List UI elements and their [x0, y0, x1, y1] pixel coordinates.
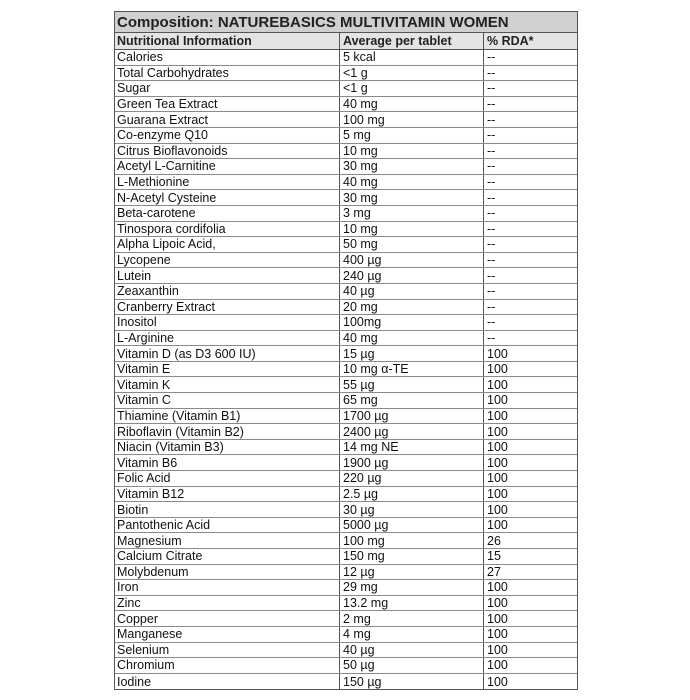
rda-percent-cell: --	[487, 97, 496, 112]
rda-percent-cell: --	[487, 206, 496, 221]
rda-percent-cell: 100	[487, 393, 508, 408]
nutrient-name-cell: Copper	[115, 611, 340, 626]
table-row	[115, 611, 577, 627]
rda-percent-cell: 100	[487, 658, 508, 673]
average-per-tablet-cell: 65 mg	[340, 393, 484, 408]
average-per-tablet-cell: 5000 µg	[340, 518, 484, 533]
nutrient-name-cell: Pantothenic Acid	[115, 518, 340, 533]
rda-percent-cell: 100	[487, 471, 508, 486]
nutrient-name-cell: Tinospora cordifolia	[115, 222, 340, 237]
nutrient-name-cell: Total Carbohydrates	[115, 66, 340, 81]
table-row	[115, 440, 577, 456]
table-row	[115, 643, 577, 659]
average-per-tablet-cell: 20 mg	[340, 300, 484, 315]
rda-percent-cell: --	[487, 237, 496, 252]
table-row	[115, 580, 577, 596]
rda-percent-cell: --	[487, 315, 496, 330]
rda-percent-cell: --	[487, 284, 496, 299]
average-per-tablet-cell: 30 mg	[340, 190, 484, 205]
table-row	[115, 346, 577, 362]
table-row	[115, 222, 577, 238]
table-row	[115, 424, 577, 440]
nutrient-name-cell: Alpha Lipoic Acid,	[115, 237, 340, 252]
table-row	[115, 206, 577, 222]
nutrient-name-cell: Green Tea Extract	[115, 97, 340, 112]
average-per-tablet-cell: 29 mg	[340, 580, 484, 595]
table-row	[115, 533, 577, 549]
average-per-tablet-cell: 15 µg	[340, 346, 484, 361]
column-header-nutritional-information: Nutritional Information	[115, 33, 340, 49]
average-per-tablet-cell: 2400 µg	[340, 424, 484, 439]
composition-table	[114, 11, 578, 690]
rda-percent-cell: --	[487, 221, 496, 236]
rda-percent-cell: --	[487, 268, 496, 283]
table-row	[115, 175, 577, 191]
nutrient-name-cell: Vitamin B12	[115, 487, 340, 502]
rda-percent-cell: --	[487, 112, 496, 127]
rda-percent-cell: 26	[487, 533, 501, 548]
nutrient-name-cell: Cranberry Extract	[115, 300, 340, 315]
rda-percent-cell: --	[487, 50, 496, 65]
rda-percent-cell: 100	[487, 674, 508, 689]
nutrient-name-cell: Vitamin E	[115, 362, 340, 377]
rda-percent-cell: 100	[487, 362, 508, 377]
table-row	[115, 549, 577, 565]
rda-percent-cell: --	[487, 128, 496, 143]
average-per-tablet-cell: <1 g	[340, 66, 484, 81]
average-per-tablet-cell: 10 mg	[340, 144, 484, 159]
average-per-tablet-cell: 220 µg	[340, 471, 484, 486]
rda-percent-cell: 100	[487, 377, 508, 392]
table-row	[115, 300, 577, 316]
nutrient-name-cell: Thiamine (Vitamin B1)	[115, 409, 340, 424]
table-row	[115, 565, 577, 581]
nutrient-name-cell: Molybdenum	[115, 565, 340, 580]
table-row	[115, 596, 577, 612]
nutrient-name-cell: Co-enzyme Q10	[115, 128, 340, 143]
column-header-average-per-tablet: Average per tablet	[340, 33, 484, 49]
rda-percent-cell: 100	[487, 424, 508, 439]
average-per-tablet-cell: 50 µg	[340, 658, 484, 673]
table-row	[115, 674, 577, 690]
average-per-tablet-cell: 40 mg	[340, 175, 484, 190]
table-row	[115, 112, 577, 128]
nutrient-name-cell: Inositol	[115, 315, 340, 330]
average-per-tablet-cell: 100 mg	[340, 533, 484, 548]
average-per-tablet-cell: 30 µg	[340, 502, 484, 517]
nutrient-name-cell: Iron	[115, 580, 340, 595]
table-body	[115, 50, 577, 689]
average-per-tablet-cell: 14 mg NE	[340, 440, 484, 455]
table-row	[115, 471, 577, 487]
nutrient-name-cell: Calories	[115, 50, 340, 65]
nutrient-name-cell: Acetyl L-Carnitine	[115, 159, 340, 174]
rda-percent-cell: 100	[487, 440, 508, 455]
average-per-tablet-cell: 150 mg	[340, 549, 484, 564]
nutrient-name-cell: Vitamin B6	[115, 455, 340, 470]
nutrient-name-cell: N-Acetyl Cysteine	[115, 190, 340, 205]
average-per-tablet-cell: 13.2 mg	[340, 596, 484, 611]
nutrient-name-cell: Folic Acid	[115, 471, 340, 486]
table-row	[115, 518, 577, 534]
nutrient-name-cell: L-Arginine	[115, 331, 340, 346]
nutrient-name-cell: Zinc	[115, 596, 340, 611]
rda-percent-cell: 100	[487, 642, 508, 657]
table-row	[115, 658, 577, 674]
rda-percent-cell: --	[487, 81, 496, 96]
table-row	[115, 455, 577, 471]
rda-percent-cell: --	[487, 143, 496, 158]
table-row	[115, 128, 577, 144]
table-row	[115, 253, 577, 269]
table-row	[115, 502, 577, 518]
nutrient-name-cell: L-Methionine	[115, 175, 340, 190]
nutrient-name-cell: Lycopene	[115, 253, 340, 268]
average-per-tablet-cell: 55 µg	[340, 377, 484, 392]
nutrient-name-cell: Chromium	[115, 658, 340, 673]
table-row	[115, 315, 577, 331]
rda-percent-cell: 100	[487, 596, 508, 611]
rda-percent-cell: --	[487, 299, 496, 314]
nutrient-name-cell: Iodine	[115, 674, 340, 690]
rda-percent-cell: 100	[487, 611, 508, 626]
table-row	[115, 50, 577, 66]
average-per-tablet-cell: 1900 µg	[340, 455, 484, 470]
table-row	[115, 362, 577, 378]
rda-percent-cell: --	[487, 159, 496, 174]
average-per-tablet-cell: 2 mg	[340, 611, 484, 626]
table-row	[115, 377, 577, 393]
rda-percent-cell: 100	[487, 486, 508, 501]
column-header-rda: % RDA*	[487, 34, 534, 48]
table-row	[115, 487, 577, 503]
nutrient-name-cell: Guarana Extract	[115, 112, 340, 127]
average-per-tablet-cell: 50 mg	[340, 237, 484, 252]
rda-percent-cell: 27	[487, 564, 501, 579]
table-row	[115, 159, 577, 175]
average-per-tablet-cell: 240 µg	[340, 268, 484, 283]
rda-percent-cell: 100	[487, 346, 508, 361]
rda-percent-cell: --	[487, 190, 496, 205]
rda-percent-cell: --	[487, 253, 496, 268]
rda-percent-cell: --	[487, 65, 496, 80]
average-per-tablet-cell: 100mg	[340, 315, 484, 330]
rda-percent-cell: 100	[487, 580, 508, 595]
average-per-tablet-cell: 40 mg	[340, 97, 484, 112]
nutrient-name-cell: Vitamin C	[115, 393, 340, 408]
average-per-tablet-cell: 40 µg	[340, 284, 484, 299]
rda-percent-cell: --	[487, 330, 496, 345]
nutrient-name-cell: Manganese	[115, 627, 340, 642]
table-row	[115, 66, 577, 82]
average-per-tablet-cell: 5 kcal	[340, 50, 484, 65]
average-per-tablet-cell: 1700 µg	[340, 409, 484, 424]
table-row	[115, 144, 577, 160]
average-per-tablet-cell: <1 g	[340, 81, 484, 96]
nutrient-name-cell: Biotin	[115, 502, 340, 517]
average-per-tablet-cell: 2.5 µg	[340, 487, 484, 502]
rda-percent-cell: 15	[487, 549, 501, 564]
nutrient-name-cell: Beta-carotene	[115, 206, 340, 221]
average-per-tablet-cell: 12 µg	[340, 565, 484, 580]
table-row	[115, 237, 577, 253]
average-per-tablet-cell: 150 µg	[340, 674, 484, 690]
nutrient-name-cell: Zeaxanthin	[115, 284, 340, 299]
table-row	[115, 284, 577, 300]
rda-percent-cell: 100	[487, 518, 508, 533]
average-per-tablet-cell: 40 µg	[340, 643, 484, 658]
nutrient-name-cell: Calcium Citrate	[115, 549, 340, 564]
table-row	[115, 409, 577, 425]
table-row	[115, 627, 577, 643]
average-per-tablet-cell: 400 µg	[340, 253, 484, 268]
average-per-tablet-cell: 30 mg	[340, 159, 484, 174]
table-title: Composition: NATUREBASICS MULTIVITAMIN WOMEN	[115, 12, 577, 33]
rda-percent-cell: --	[487, 175, 496, 190]
average-per-tablet-cell: 10 mg	[340, 222, 484, 237]
rda-percent-cell: 100	[487, 627, 508, 642]
average-per-tablet-cell: 4 mg	[340, 627, 484, 642]
nutrient-name-cell: Vitamin D (as D3 600 IU)	[115, 346, 340, 361]
table-row	[115, 97, 577, 113]
nutrient-name-cell: Niacin (Vitamin B3)	[115, 440, 340, 455]
average-per-tablet-cell: 5 mg	[340, 128, 484, 143]
table-row	[115, 393, 577, 409]
nutrient-name-cell: Vitamin K	[115, 377, 340, 392]
nutrient-name-cell: Sugar	[115, 81, 340, 96]
nutrient-name-cell: Riboflavin (Vitamin B2)	[115, 424, 340, 439]
nutrient-name-cell: Lutein	[115, 268, 340, 283]
nutrient-name-cell: Magnesium	[115, 533, 340, 548]
table-header	[115, 33, 577, 50]
table-row	[115, 268, 577, 284]
rda-percent-cell: 100	[487, 455, 508, 470]
table-row	[115, 190, 577, 206]
average-per-tablet-cell: 3 mg	[340, 206, 484, 221]
average-per-tablet-cell: 40 mg	[340, 331, 484, 346]
nutrient-name-cell: Selenium	[115, 643, 340, 658]
table-row	[115, 331, 577, 347]
table-row	[115, 81, 577, 97]
average-per-tablet-cell: 10 mg α-TE	[340, 362, 484, 377]
average-per-tablet-cell: 100 mg	[340, 112, 484, 127]
rda-percent-cell: 100	[487, 408, 508, 423]
nutrient-name-cell: Citrus Bioflavonoids	[115, 144, 340, 159]
rda-percent-cell: 100	[487, 502, 508, 517]
